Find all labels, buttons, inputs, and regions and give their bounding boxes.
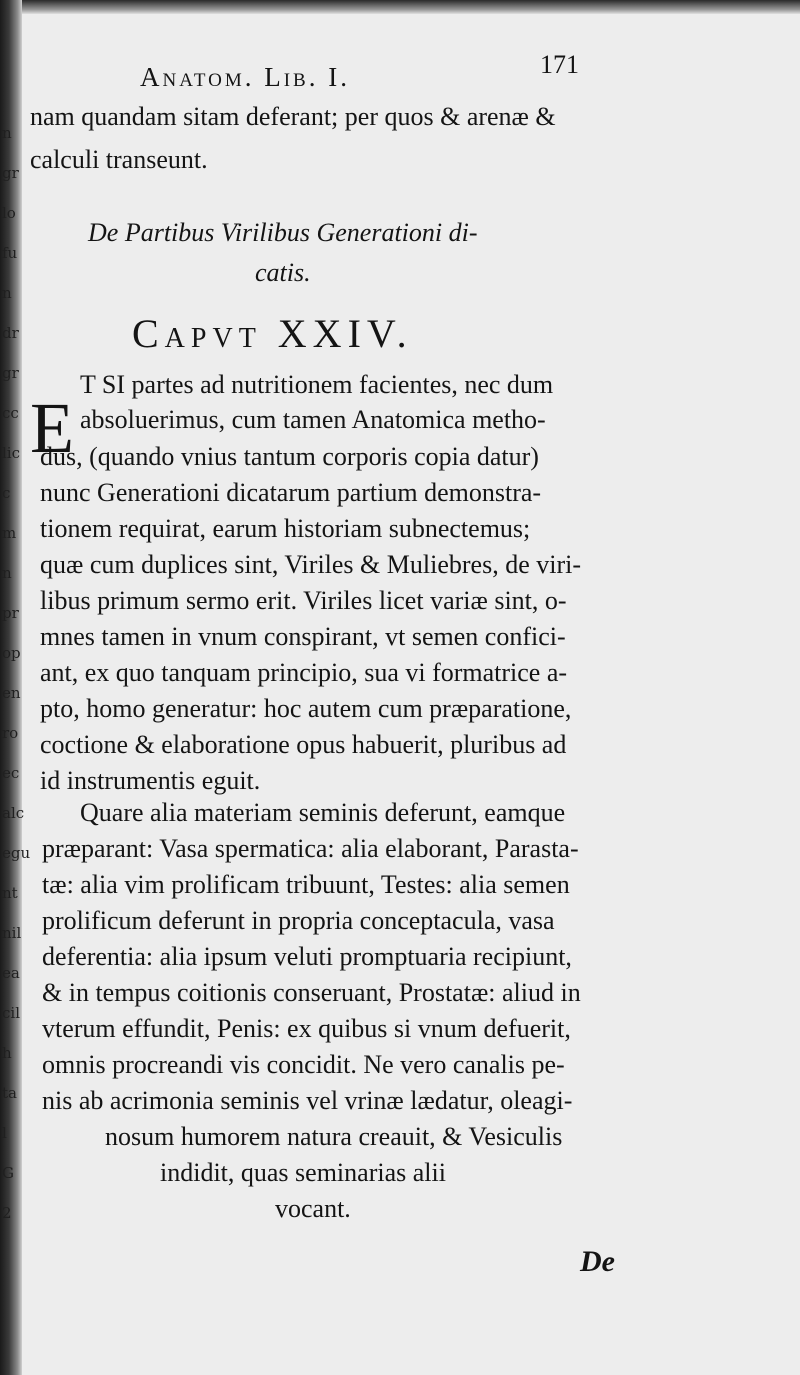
margin-fragment: op (2, 644, 21, 662)
margin-fragment: alc (2, 804, 25, 822)
margin-fragment: gr (2, 364, 19, 382)
catchword: De (580, 1245, 615, 1278)
body-line: id instrumentis eguit. (40, 766, 261, 795)
margin-fragment: n (2, 284, 12, 302)
margin-fragment: c (2, 484, 11, 502)
margin-fragment: lo (2, 204, 16, 222)
body-line: vocant. (275, 1194, 351, 1223)
margin-fragment: G (2, 1164, 14, 1182)
section-title-line: catis. (255, 258, 311, 287)
section-title-line: De Partibus Virilibus Generationi di- (88, 218, 478, 247)
page-number: 171 (540, 50, 579, 79)
body-line: deferentia: alia ipsum veluti promptuaria recipiunt, (42, 942, 572, 971)
body-line: ant, ex quo tanquam principio, sua vi formatrice a- (40, 658, 568, 687)
body-line: prolificum deferunt in propria conceptacula, vasa (42, 906, 555, 935)
margin-fragment: cil (2, 1004, 20, 1022)
margin-fragment: en (2, 684, 21, 702)
body-line: absoluerimus, cum tamen Anatomica metho- (80, 405, 546, 434)
body-line: & in tempus coitionis conseruant, Prostatæ: aliud in (42, 978, 581, 1007)
page-top-shadow (0, 0, 800, 14)
body-line: dus, (quando vnius tantum corporis copia datur) (40, 442, 539, 471)
margin-fragment: n (2, 124, 12, 142)
margin-fragment: lic (2, 444, 20, 462)
margin-fragment: ro (2, 724, 19, 742)
margin-fragment: gr (2, 164, 19, 182)
margin-fragment: cc (2, 404, 19, 422)
body-line: coctione & elaboratione opus habuerit, pluribus ad (40, 730, 567, 759)
body-line: nosum humorem natura creauit, & Vesiculis (105, 1122, 563, 1151)
margin-fragment: l (2, 1124, 7, 1142)
body-line: quæ cum duplices sint, Viriles & Muliebres, de viri- (40, 550, 581, 579)
body-line: tæ: alia vim prolificam tribuunt, Testes: alia semen (42, 870, 570, 899)
body-line: T SI partes ad nutritionem facientes, nec dum (80, 370, 554, 399)
body-line: tionem requirat, earum historiam subnectemus; (40, 514, 531, 543)
body-line: Quare alia materiam seminis deferunt, eamque (80, 798, 566, 827)
margin-fragment: pr (2, 604, 19, 622)
body-line: mnes tamen in vnum conspirant, vt semen confici- (40, 622, 566, 651)
margin-fragment: ea (2, 964, 20, 982)
body-line: omnis procreandi vis concidit. Ne vero canalis pe- (42, 1050, 565, 1079)
continuation-line: nam quandam sitam deferant; per quos & arenæ & (30, 102, 556, 131)
body-line: libus primum sermo erit. Viriles licet variæ sint, o- (40, 586, 567, 615)
body-line: præparant: Vasa spermatica: alia elaborant, Parasta- (42, 834, 579, 863)
chapter-heading: Capvt XXIV. (132, 311, 413, 356)
body-line: nis ab acrimonia seminis vel vrinæ lædatur, oleagi- (42, 1086, 573, 1115)
margin-fragment: nt (2, 884, 18, 902)
margin-fragment: ec (2, 764, 20, 782)
body-line: nunc Generationi dicatarum partium demonstra- (40, 478, 542, 507)
margin-fragment: fu (2, 244, 18, 262)
margin-fragment: 2 (2, 1204, 12, 1222)
margin-fragment: egu (2, 844, 31, 862)
margin-fragment: dr (2, 324, 19, 342)
margin-fragment: h (2, 1044, 12, 1062)
margin-fragment: ta (2, 1084, 17, 1102)
margin-fragment: m (2, 524, 17, 542)
margin-fragment: nil (2, 924, 22, 942)
margin-fragment: n (2, 564, 12, 582)
body-line: vterum effundit, Penis: ex quibus si vnum defuerit, (42, 1014, 571, 1043)
body-line: pto, homo generatur: hoc autem cum præparatione, (40, 694, 572, 723)
continuation-line: calculi transeunt. (30, 145, 208, 174)
body-line: indidit, quas seminarias alii (160, 1158, 446, 1187)
running-head: Anatom. Lib. I. (140, 62, 350, 92)
drop-cap: E (30, 388, 74, 468)
